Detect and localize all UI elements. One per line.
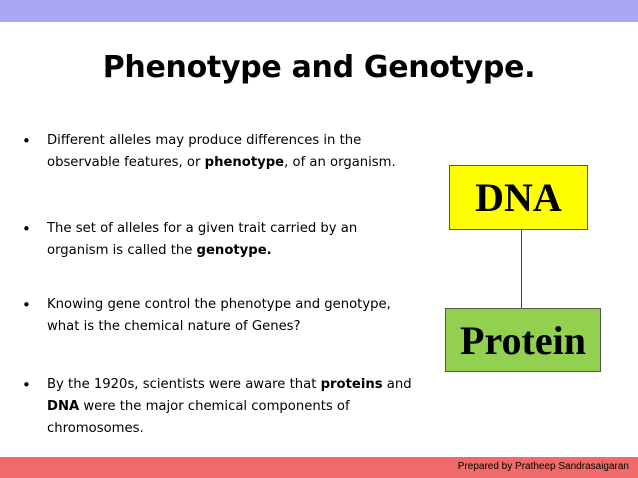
top-band: [0, 0, 638, 22]
connector-line: [521, 230, 522, 310]
protein-box: Protein: [445, 308, 601, 372]
bullet-bold-text: phenotype: [204, 155, 285, 170]
bullet-item: [22, 218, 417, 294]
bullet-text: By the 1920s, scientists were aware that: [47, 377, 321, 392]
bullet-dot: •: [22, 296, 31, 314]
bullet-list: [22, 130, 417, 440]
bullet-item: [22, 374, 417, 440]
bullet-bold-text: genotype.: [196, 243, 272, 258]
slide-title: Phenotype and Genotype.: [102, 50, 536, 85]
bullet-text: Different alleles may produce differences in the observable features, or: [47, 133, 362, 170]
bullet-item: [22, 294, 417, 374]
bullet-text: The set of alleles for a given trait carried by an organism is called the: [47, 221, 358, 258]
dna-box: DNA: [449, 165, 588, 230]
bullet-dot: •: [22, 220, 31, 238]
bullet-dot: •: [22, 132, 31, 150]
bullet-bold-text: proteins: [320, 377, 383, 392]
footer-credit: Prepared by Pratheep Sandrasaigaran: [457, 461, 629, 472]
bullet-text: were the major chemical components of chromosomes.: [47, 399, 350, 436]
bullet-text: , of an organism.: [284, 155, 396, 170]
bullet-item: [22, 130, 417, 218]
bullet-dot: •: [22, 376, 31, 394]
bullet-text: and: [382, 377, 412, 392]
bullet-bold-text: DNA: [47, 399, 80, 414]
bullet-text: Knowing gene control the phenotype and genotype, what is the chemical nature of Genes?: [47, 297, 391, 334]
